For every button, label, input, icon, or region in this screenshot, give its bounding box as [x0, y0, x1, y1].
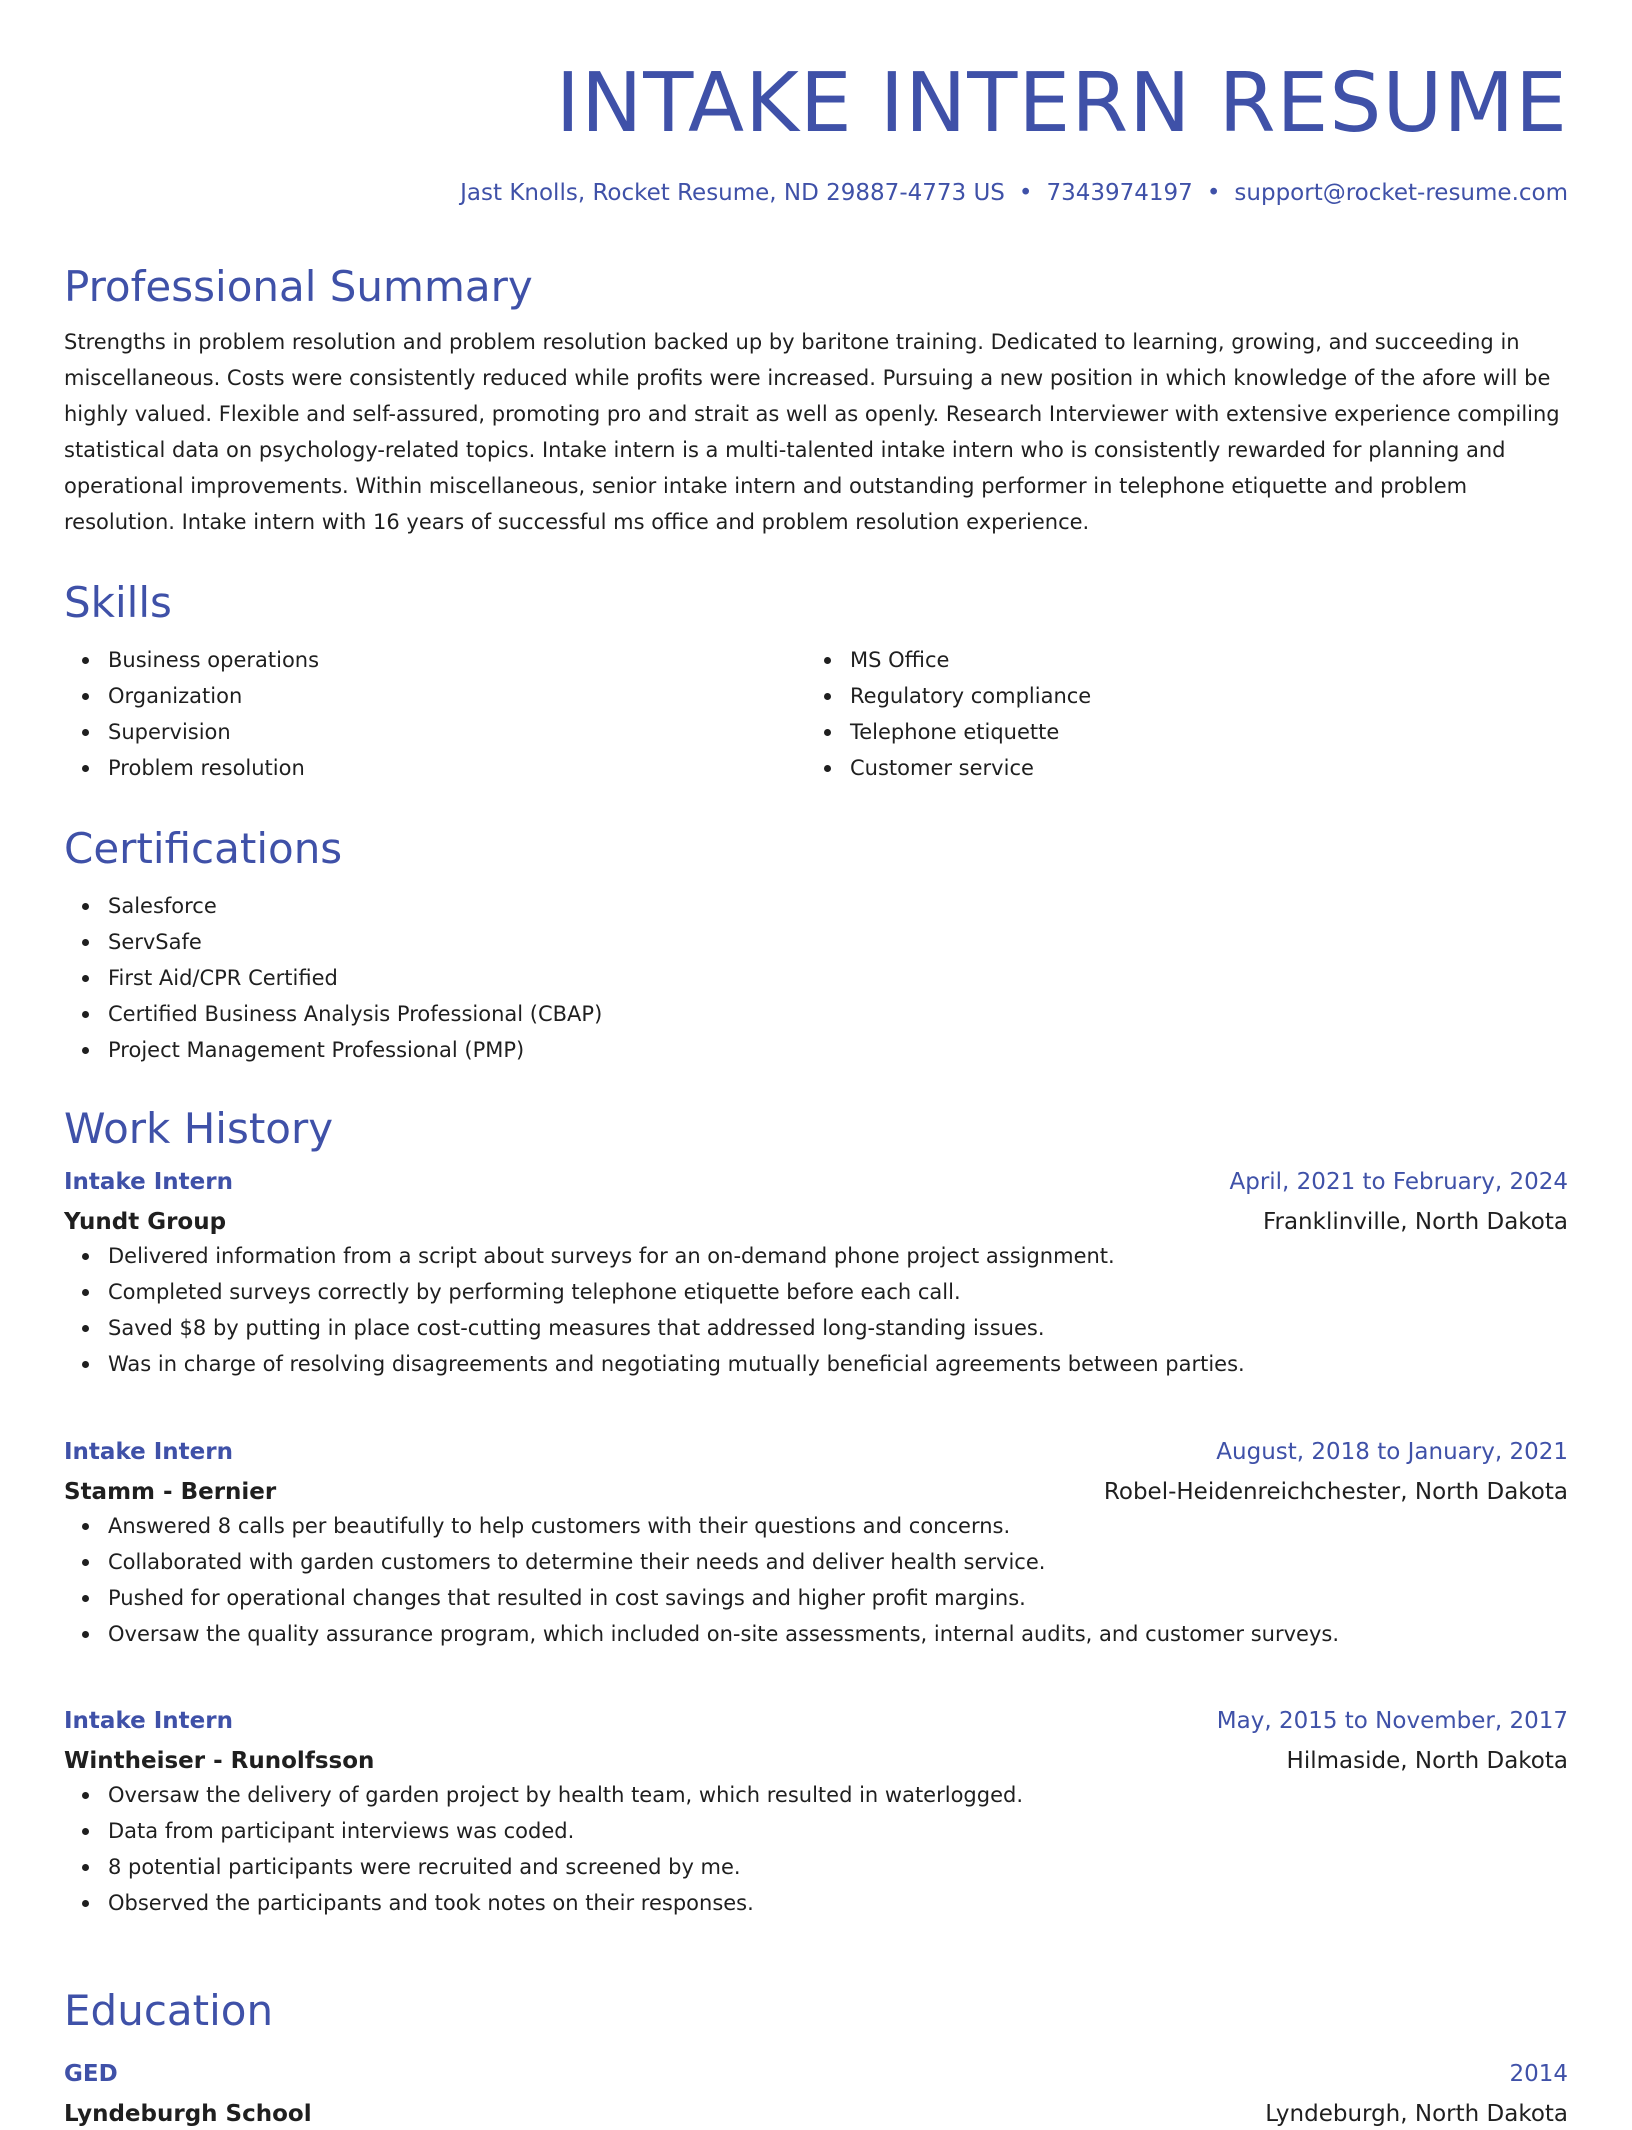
skill-item: MS Office — [850, 642, 1548, 678]
job-bullet: Collaborated with garden customers to determine their needs and deliver health service. — [108, 1544, 1568, 1580]
certification-item: Project Management Professional (PMP) — [108, 1032, 1568, 1068]
certification-item: ServSafe — [108, 924, 1568, 960]
education-location: Lyndeburgh, North Dakota — [1265, 2101, 1568, 2127]
contact-address: Jast Knolls, Rocket Resume, ND 29887-4773 US — [460, 180, 1005, 206]
job-location: Franklinville, North Dakota — [1262, 1209, 1568, 1235]
certification-item: Salesforce — [108, 888, 1568, 924]
job-dates: April, 2021 to February, 2024 — [1229, 1169, 1568, 1195]
contact-separator: • — [1018, 180, 1033, 206]
job-bullet: Oversaw the delivery of garden project by health team, which resulted in waterlogged. — [108, 1777, 1568, 1813]
job-bullet: Data from participant interviews was coded. — [108, 1813, 1568, 1849]
skills-grid — [64, 642, 1568, 786]
job-head — [64, 1705, 1568, 1737]
skills-list-left — [64, 642, 806, 786]
skills-section — [64, 578, 1568, 786]
summary-heading: Professional Summary — [64, 262, 533, 311]
job-bullet: Pushed for operational changes that resulted in cost savings and higher profit margins. — [108, 1580, 1568, 1616]
job-sub — [64, 1206, 1568, 1238]
job-bullet-list — [64, 1777, 1568, 1921]
job-bullet: Completed surveys correctly by performing telephone etiquette before each call. — [108, 1274, 1568, 1310]
education-heading: Education — [64, 1986, 274, 2035]
education-year: 2014 — [1509, 2061, 1568, 2087]
job-bullet: 8 potential participants were recruited and screened by me. — [108, 1849, 1568, 1885]
work-history-heading: Work History — [64, 1104, 334, 1153]
skills-list-right — [806, 642, 1548, 786]
job-bullet-list — [64, 1238, 1568, 1382]
work-history-section — [64, 1104, 1568, 1154]
job-sub — [64, 1745, 1568, 1777]
certifications-section — [64, 824, 1568, 1068]
skill-item: Business operations — [108, 642, 806, 678]
summary-section — [64, 262, 1568, 540]
education-section — [64, 1986, 1568, 2036]
job-bullet-list — [64, 1508, 1568, 1652]
job-sub — [64, 1476, 1568, 1508]
contact-email[interactable]: support@rocket-resume.com — [1234, 180, 1568, 206]
skills-column-right — [806, 642, 1548, 786]
certification-item: First Aid/CPR Certified — [108, 960, 1568, 996]
education-school: Lyndeburgh School — [64, 2101, 312, 2127]
job-entry — [64, 1705, 1568, 1921]
job-title: Intake Intern — [64, 1439, 233, 1465]
job-head — [64, 1436, 1568, 1468]
skills-column-left — [64, 642, 806, 786]
resume-page — [64, 0, 1568, 2127]
job-entry — [64, 1166, 1568, 1382]
skills-heading: Skills — [64, 578, 172, 627]
skill-item: Regulatory compliance — [850, 678, 1548, 714]
skill-item: Supervision — [108, 714, 806, 750]
job-bullet: Observed the participants and took notes on their responses. — [108, 1885, 1568, 1921]
contact-phone: 7343974197 — [1046, 180, 1193, 206]
job-company: Yundt Group — [64, 1209, 227, 1235]
education-sub — [64, 2098, 1568, 2130]
job-bullet: Saved $8 by putting in place cost-cutting measures that addressed long-standing issues. — [108, 1310, 1568, 1346]
certification-item: Certified Business Analysis Professional (CBAP) — [108, 996, 1568, 1032]
job-bullet: Was in charge of resolving disagreements and negotiating mutually beneficial agreements between parties. — [108, 1346, 1568, 1382]
certifications-heading: Certifications — [64, 824, 343, 873]
contact-line — [64, 178, 1568, 208]
job-location: Robel-Heidenreichchester, North Dakota — [1103, 1479, 1568, 1505]
skill-item: Problem resolution — [108, 750, 806, 786]
education-degree: GED — [64, 2061, 118, 2087]
job-location: Hilmaside, North Dakota — [1286, 1748, 1568, 1774]
job-head — [64, 1166, 1568, 1198]
resume-title: INTAKE INTERN RESUME — [555, 56, 1568, 151]
job-bullet: Oversaw the quality assurance program, which included on-site assessments, internal audits, and customer surveys. — [108, 1616, 1568, 1652]
skill-item: Telephone etiquette — [850, 714, 1548, 750]
job-entry — [64, 1436, 1568, 1652]
education-entry — [64, 2058, 1568, 2130]
job-title: Intake Intern — [64, 1708, 233, 1734]
job-bullet: Answered 8 calls per beautifully to help customers with their questions and concerns. — [108, 1508, 1568, 1544]
certifications-list — [64, 888, 1568, 1068]
education-head — [64, 2058, 1568, 2090]
contact-separator: • — [1206, 180, 1221, 206]
job-company: Wintheiser - Runolfsson — [64, 1748, 375, 1774]
job-dates: May, 2015 to November, 2017 — [1216, 1708, 1568, 1734]
job-title: Intake Intern — [64, 1169, 233, 1195]
job-bullet: Delivered information from a script about surveys for an on-demand phone project assignment. — [108, 1238, 1568, 1274]
summary-text: Strengths in problem resolution and problem resolution backed up by baritone training. Dedicated to learning, growing, and succeeding in miscellaneous. Costs were consistently reduced while profits were increased. Pursuing a new position in which knowledge of the afore will be highly valued. Flexible and self-assured, promoting pro and strait as well as openly. Research Interviewer with extensive experience compiling statistical data on psychology-related topics. Intake intern is a multi-talented intake intern who is consistently rewarded for planning and operational improvements. Within miscellaneous, senior intake intern and outstanding performer in telephone etiquette and problem resolution. Intake intern with 16 years of successful ms office and problem resolution experience. — [64, 330, 1560, 534]
skill-item: Customer service — [850, 750, 1548, 786]
skill-item: Organization — [108, 678, 806, 714]
job-company: Stamm - Bernier — [64, 1479, 277, 1505]
job-dates: August, 2018 to January, 2021 — [1216, 1439, 1568, 1465]
